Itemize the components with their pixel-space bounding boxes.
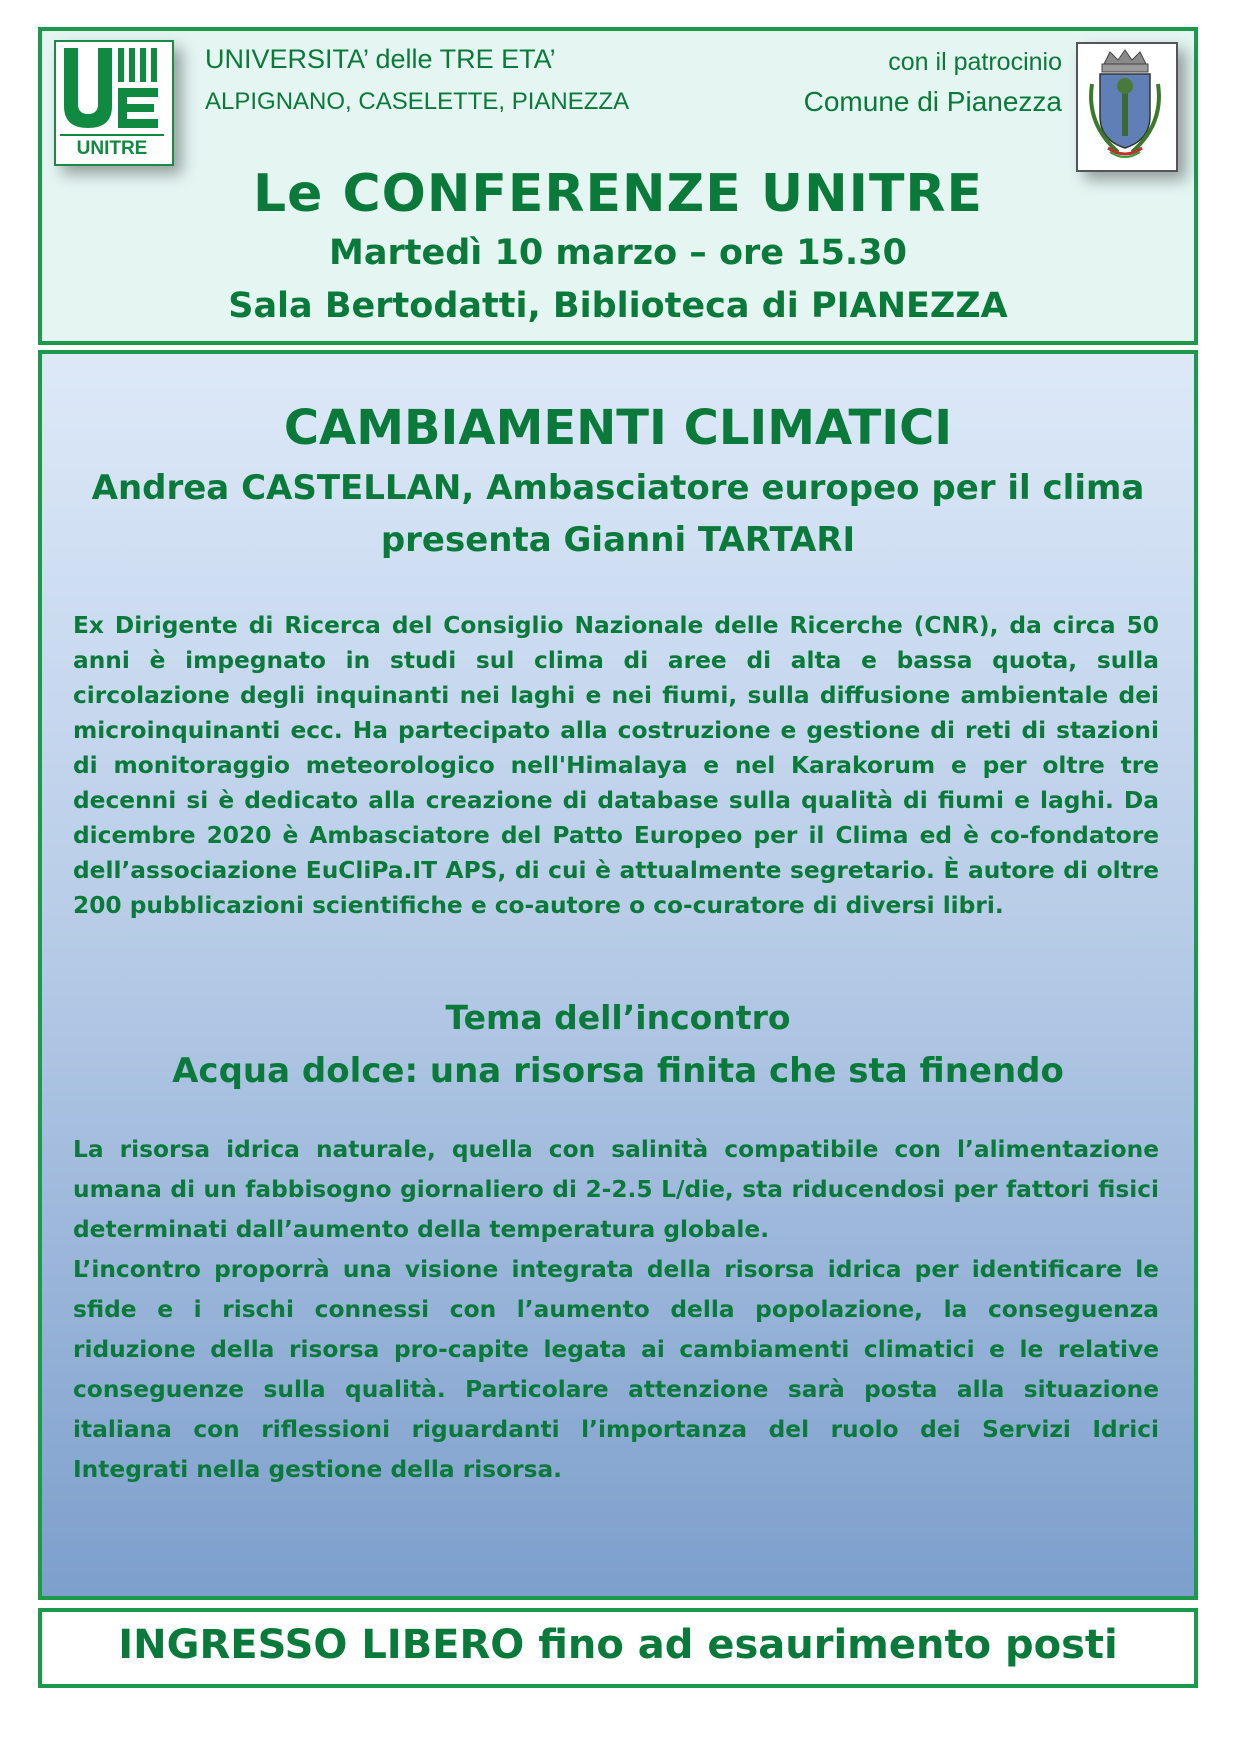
speaker-name: Andrea CASTELLAN, Ambasciatore europeo per il clima: [91, 468, 1145, 508]
conference-title: CAMBIAMENTI CLIMATICI: [283, 400, 953, 456]
university-locations: ALPIGNANO, CASELETTE, PIANEZZA: [205, 88, 630, 115]
event-series-title: Le CONFERENZE UNITRE: [253, 164, 983, 224]
admission-note: INGRESSO LIBERO fino ad esaurimento posti: [118, 1622, 1118, 1668]
unitre-logo-icon: [56, 42, 168, 160]
logo-text: UNITRE: [76, 138, 148, 159]
description-paragraph-2: L’incontro proporrà una visione integrata della risorsa idrica per identificare le sfide e i rischi connessi con l’aumento della popolazione, la conseguenza riduzione della risorsa pro-capite legata ai cambiamenti climatici e le relative conseguenze sulla qualità. Particolare attenzione sarà posta alla situazione italiana con riflessioni riguardanti l’importanza del ruolo dei Servizi Idrici Integrati nella gestione della risorsa.: [73, 1256, 1159, 1483]
comune-crest: [1076, 42, 1178, 172]
topic-description: [73, 1130, 1159, 1490]
topic-title: Acqua dolce: una risorsa finita che sta finendo: [172, 1051, 1064, 1091]
topic-label: Tema dell’incontro: [445, 998, 791, 1037]
patronage-entity: Comune di Pianezza: [803, 86, 1062, 117]
presenter-name: presenta Gianni TARTARI: [380, 520, 856, 560]
university-name: UNIVERSITA’ delle TRE ETA’: [205, 44, 556, 74]
unitre-logo: [54, 40, 174, 166]
patronage-label: con il patrocinio: [888, 48, 1062, 76]
coat-of-arms-icon: [1078, 44, 1172, 166]
description-paragraph-1: La risorsa idrica naturale, quella con salinità compatibile con l’alimentazione umana di un fabbisogno giornaliero di 2-2.5 L/die, sta riducendosi per fattori fisici determinati dall’aumento della temperatura globale.: [73, 1136, 1159, 1243]
event-date-time: Martedì 10 marzo – ore 15.30: [329, 233, 907, 273]
speaker-bio: Ex Dirigente di Ricerca del Consiglio Nazionale delle Ricerche (CNR), da circa 50 anni è impegnato in studi sul clima di aree di alta e bassa quota, sulla circolazione degli inquinanti nei laghi e nei fiumi, sulla diffusione ambientale dei microinquinanti ecc. Ha partecipato alla costruzione e gestione di reti di stazioni di monitoraggio meteorologico nell'Himalaya e nel Karakorum e per oltre tre decenni si è dedicato alla creazione di database sulla qualità di fiumi e laghi. Da dicembre 2020 è Ambasciatore del Patto Europeo per il Clima ed è co-fondatore dell’associazione EuCliPa.IT APS, di cui è attualmente segretario. È autore di oltre 200 pubblicazioni scientifiche e co-autore o co-curatore di diversi libri.: [73, 612, 1159, 919]
event-venue: Sala Bertodatti, Biblioteca di PIANEZZA: [228, 286, 1008, 326]
